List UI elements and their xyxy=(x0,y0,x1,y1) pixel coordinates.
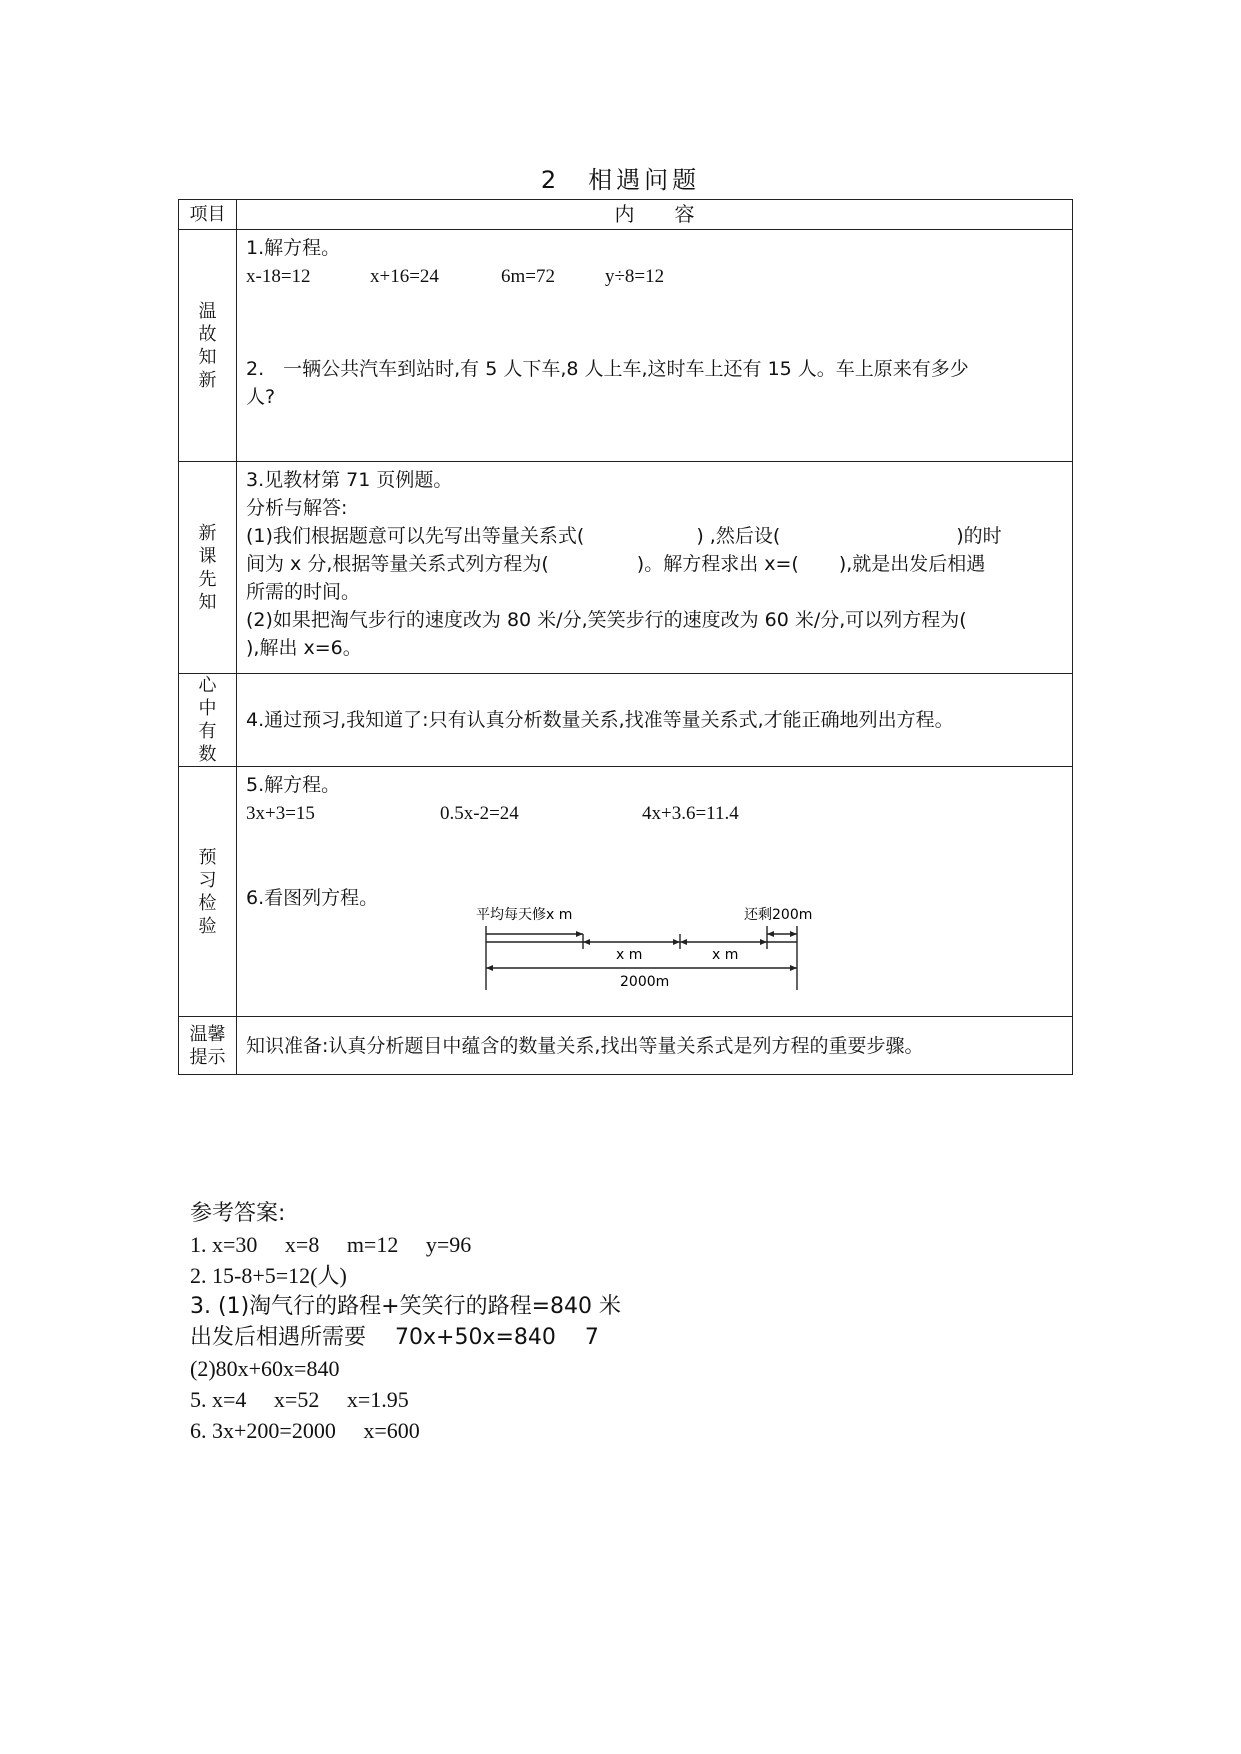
section-check xyxy=(179,767,1073,1017)
section-summary xyxy=(179,674,1073,767)
page-title: 2 相遇问题 xyxy=(540,166,701,194)
section-tip xyxy=(179,1017,1073,1075)
table-header-row xyxy=(179,200,1073,230)
q2-text-cont: 人? xyxy=(246,386,276,408)
diagram-segment-label: x m xyxy=(712,947,739,963)
part1-line3: 所需的时间。 xyxy=(246,581,361,603)
section-preview xyxy=(179,462,1073,674)
answer-section xyxy=(190,1198,621,1446)
q5-title: 5.解方程。 xyxy=(246,774,341,796)
q2-text: 2. 一辆公共汽车到站时,有 5 人下车,8 人上车,这时车上还有 15 人。车上原来有多少 xyxy=(246,358,969,380)
tip-text: 知识准备:认真分析题目中蕴含的数量关系,找出等量关系式是列方程的重要步骤。 xyxy=(246,1034,924,1057)
diagram-left-label: 平均每天修x m xyxy=(476,907,573,923)
equation: y÷8=12 xyxy=(605,266,665,287)
q1-equations xyxy=(246,262,1063,291)
diagram-segment-label: x m xyxy=(616,947,643,963)
q1-title: 1.解方程。 xyxy=(246,237,341,259)
section-label-check: 预习检验 xyxy=(179,767,237,1017)
answer-line: 3. (1)淘气行的路程+笑笑行的路程=840 米 xyxy=(190,1294,621,1319)
section-label-preview: 新课先知 xyxy=(179,462,237,674)
part1-line1: (1)我们根据题意可以先写出等量关系式( ) ,然后设( )的时 xyxy=(246,525,1002,547)
section-content-summary xyxy=(237,674,1073,767)
diagram-right-label: 还剩200m xyxy=(744,907,813,923)
equation: 4x+3.6=11.4 xyxy=(642,803,739,824)
part2-line1: (2)如果把淘气步行的速度改为 80 米/分,笑笑步行的速度改为 60 米/分,可以列方程为( xyxy=(246,609,967,631)
equation: 3x+3=15 xyxy=(246,803,315,824)
section-content-preview xyxy=(237,462,1073,674)
line-segment-diagram xyxy=(476,904,836,992)
part2-line2: ),解出 x=6。 xyxy=(246,637,362,659)
q5-equations xyxy=(246,799,1063,828)
section-label-tip: 温馨提示 xyxy=(179,1017,237,1075)
section-content-review xyxy=(237,230,1073,462)
answer-line: 5. x=4 x=52 x=1.95 xyxy=(190,1387,409,1412)
header-content: 内 容 xyxy=(237,200,1073,230)
equation: x-18=12 xyxy=(246,266,311,287)
answer-line: 2. 15-8+5=12(人) xyxy=(190,1263,347,1288)
answer-line: 1. x=30 x=8 m=12 y=96 xyxy=(190,1232,472,1257)
worksheet-table xyxy=(178,199,1073,1075)
q3-title: 3.见教材第 71 页例题。 xyxy=(246,469,453,491)
answer-line: (2)80x+60x=840 xyxy=(190,1356,340,1381)
q6-title: 6.看图列方程。 xyxy=(246,887,379,909)
equation: x+16=24 xyxy=(370,266,439,287)
analysis-heading: 分析与解答: xyxy=(246,497,348,519)
section-label-summary: 心中有数 xyxy=(179,674,237,767)
answer-line: 出发后相遇所需要 70x+50x=840 7 xyxy=(190,1325,599,1350)
section-content-check xyxy=(237,767,1073,1017)
section-content-tip xyxy=(237,1017,1073,1075)
q4-text: 4.通过预习,我知道了:只有认真分析数量关系,找准等量关系式,才能正确地列出方程。 xyxy=(246,709,954,731)
section-review xyxy=(179,230,1073,462)
answers-heading: 参考答案: xyxy=(190,1201,286,1226)
equation: 6m=72 xyxy=(501,266,555,287)
diagram-total-label: 2000m xyxy=(620,974,670,990)
answer-line: 6. 3x+200=2000 x=600 xyxy=(190,1418,420,1443)
header-project: 项目 xyxy=(179,200,237,230)
section-label-review: 温故知新 xyxy=(179,230,237,462)
equation: 0.5x-2=24 xyxy=(440,803,519,824)
part1-line2: 间为 x 分,根据等量关系式列方程为( )。解方程求出 x=( ),就是出发后相遇 xyxy=(246,553,986,575)
